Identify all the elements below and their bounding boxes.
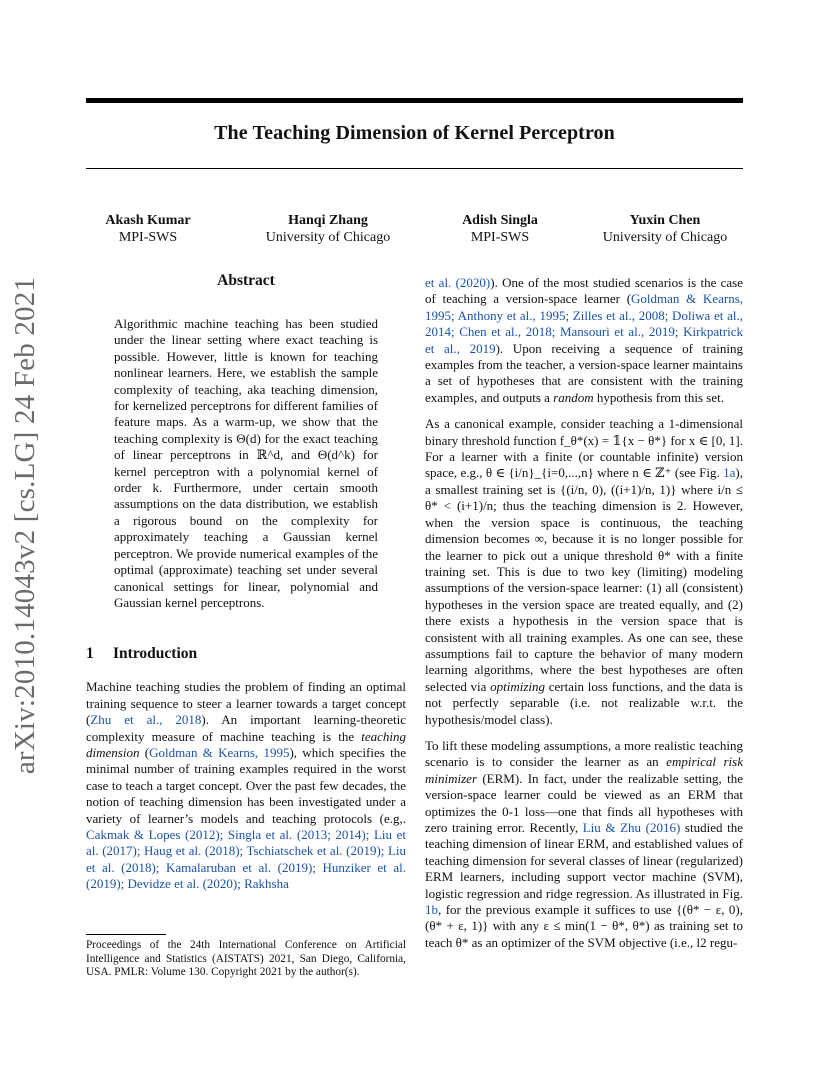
text-run: studied the teaching dimension of linear ERM, and established values of teaching dimension for several classes of linear (regularized) ERM learners, including support vector machine (SVM), logistic regression and ridge regression. As illustrated in Fig. <box>425 820 743 901</box>
emphasis: teaching dimension <box>86 728 406 760</box>
intro-paragraph <box>86 679 406 892</box>
author-list <box>86 212 743 252</box>
abstract-heading: Abstract <box>217 272 275 289</box>
text-run: certain loss functions, and the data is not perfectly separable (i.e. not realizable w.r.t. the hypothesis/model class). <box>425 678 743 727</box>
citation-link[interactable]: Goldman & Kearns, 1995; Anthony et al., 1995; Zilles et al., 2008; Doliwa et al., 2014; Chen et al., 2018; Mansouri et al., 2019; Kirkpatrick et al., 2019 <box>425 291 743 356</box>
text-run: ). An important learning-theoretic complexity measure of machine teaching is the <box>86 712 406 744</box>
author-affiliation: MPI-SWS <box>470 230 530 245</box>
text-run: (ERM). In fact, under the realizable setting, the version-space learner could be viewed as an ERM that optimizes the 0-1 loss—one that finds all hypotheses with zero training error. Recently, <box>425 770 743 835</box>
figure-link[interactable]: 1a <box>723 465 736 481</box>
text-run: Machine teaching studies the problem of finding an optimal training sequence to steer a learner towards a target concept ( <box>86 679 406 728</box>
arxiv-sidebar <box>2 276 50 774</box>
right-column <box>425 275 743 961</box>
author-affiliation: University of Chicago <box>265 230 391 245</box>
author-affiliation: University of Chicago <box>602 230 728 245</box>
body-paragraph <box>425 738 743 951</box>
text-run: ). One of the most studied scenarios is the case of teaching a version-space learner ( <box>425 275 743 307</box>
title-top-rule <box>86 98 743 103</box>
body-paragraph <box>425 275 743 406</box>
footnote-rule <box>86 934 166 935</box>
paper-title: The Teaching Dimension of Kernel Perceptron <box>214 122 615 144</box>
author-block <box>580 212 750 246</box>
author-affiliation: MPI-SWS <box>118 230 178 245</box>
section-title: Introduction <box>113 645 198 663</box>
citation-link[interactable]: Zhu et al., 2018 <box>90 712 202 728</box>
body-paragraph <box>425 416 743 728</box>
emphasis: optimizing <box>490 678 546 694</box>
text-run: , for the previous example it suffices to use {(θ* − ε, 0), (θ* + ε, 1)} with any ε ≤ min(1 − θ*, θ*) as training set to teach θ* as an optimizer of the SVM objective (i.e., l2 regu- <box>425 902 743 950</box>
figure-link[interactable]: 1b <box>425 902 438 918</box>
left-column <box>86 272 406 903</box>
section-number: 1 <box>86 645 94 663</box>
author-block <box>415 212 585 246</box>
citation-link[interactable]: Goldman & Kearns, 1995 <box>149 744 290 760</box>
author-name: Hanqi Zhang <box>288 213 368 228</box>
text-run: As a canonical example, consider teaching a 1-dimensional binary threshold function f_θ*(x) = 𝟙{x − θ*} for x ∈ [0, 1]. For a learner with a finite (or countable infinite) version space, e.g., θ ∈ {i/n}_{i=0,...,n} where n ∈ ℤ⁺ (see Fig. <box>425 416 743 481</box>
text-run: ), which specifies the minimal number of training examples required in the worst case to teach a target concept. Over the past few decades, the notion of teaching dimension has been investigated under a variety of learner’s models and teaching protocols (e.g,. <box>86 744 406 826</box>
footnote: Proceedings of the 24th International Conference on Artificial Intelligence and Statistics (AISTATS) 2021, San Diego, California, USA. PMLR: Volume 130. Copyright 2021 by the author(s). <box>86 939 406 979</box>
arxiv-identifier: arXiv:2010.14043v2 [cs.LG] 24 Feb 2021 <box>9 276 42 774</box>
author-name: Akash Kumar <box>105 213 191 228</box>
emphasis: empirical risk minimizer <box>425 754 743 786</box>
section-heading <box>86 645 406 663</box>
title-bottom-rule <box>86 168 743 169</box>
text-run: To lift these modeling assumptions, a more realistic teaching scenario is to consider the learner as an <box>425 737 743 770</box>
citation-link[interactable]: et al. (2020) <box>425 275 491 290</box>
author-block <box>63 212 233 246</box>
citation-link[interactable]: Cakmak & Lopes (2012); Singla et al. (2013; 2014); Liu et al. (2017); Haug et al. (2018); Tschiatschek et al. (2019); Liu et al. (2018); Kamalaruban et al. (2019); Hunziker et al. (2019); Devidze et al. (2020); Rakhsha <box>86 826 406 892</box>
author-block <box>243 212 413 246</box>
citation-link[interactable]: Liu & Zhu (2016) <box>582 820 681 835</box>
text-run: hypothesis from this set. <box>593 389 724 405</box>
abstract-text: Algorithmic machine teaching has been studied under the linear setting where exact teaching is possible. However, little is known for teaching nonlinear learners. Here, we establish the sample complexity of teaching, aka teaching dimension, for kernelized perceptrons for different families of feature maps. As a warm-up, we show that the teaching complexity is Θ(d) for the exact teaching of linear perceptrons in ℝ^d, and Θ(d^k) for kernel perceptron with a polynomial kernel of order k. Furthermore, under certain smooth assumptions on the data distribution, we establish a rigorous bound on the complexity for approximately teaching a Gaussian kernel perceptron. We provide numerical examples of the optimal (approximate) teaching set under several canonical settings for linear, polynomial and Gaussian kernel perceptrons. <box>114 316 378 610</box>
emphasis: random <box>553 389 594 405</box>
text-run: ). Upon receiving a sequence of training examples from the teacher, a version-space learner maintains a set of hypotheses that are consistent with the training examples, and outputs a <box>425 340 743 405</box>
author-name: Yuxin Chen <box>629 213 701 228</box>
text-run: ( <box>139 744 150 760</box>
author-name: Adish Singla <box>462 213 538 228</box>
text-run: ), a smallest training set is {(i/n, 0), ((i+1)/n, 1)} where i/n ≤ θ* < (i+1)/n; thus the teaching dimension is 2. However, when the version space is continuous, the teaching dimension becomes ∞, because it is no longer possible for the learner to pick out a unique threshold θ* with a finite training set. This is due to two key (limiting) modeling assumptions of the version-space learner: (1) all (consistent) hypotheses in the version space are treated equally, and (2) there exists a hypothesis in the version space that is consistent with all training examples. As one can see, these assumptions fail to capture the behavior of many modern learning algorithms, where the best hypotheses are often selected via <box>425 465 743 694</box>
